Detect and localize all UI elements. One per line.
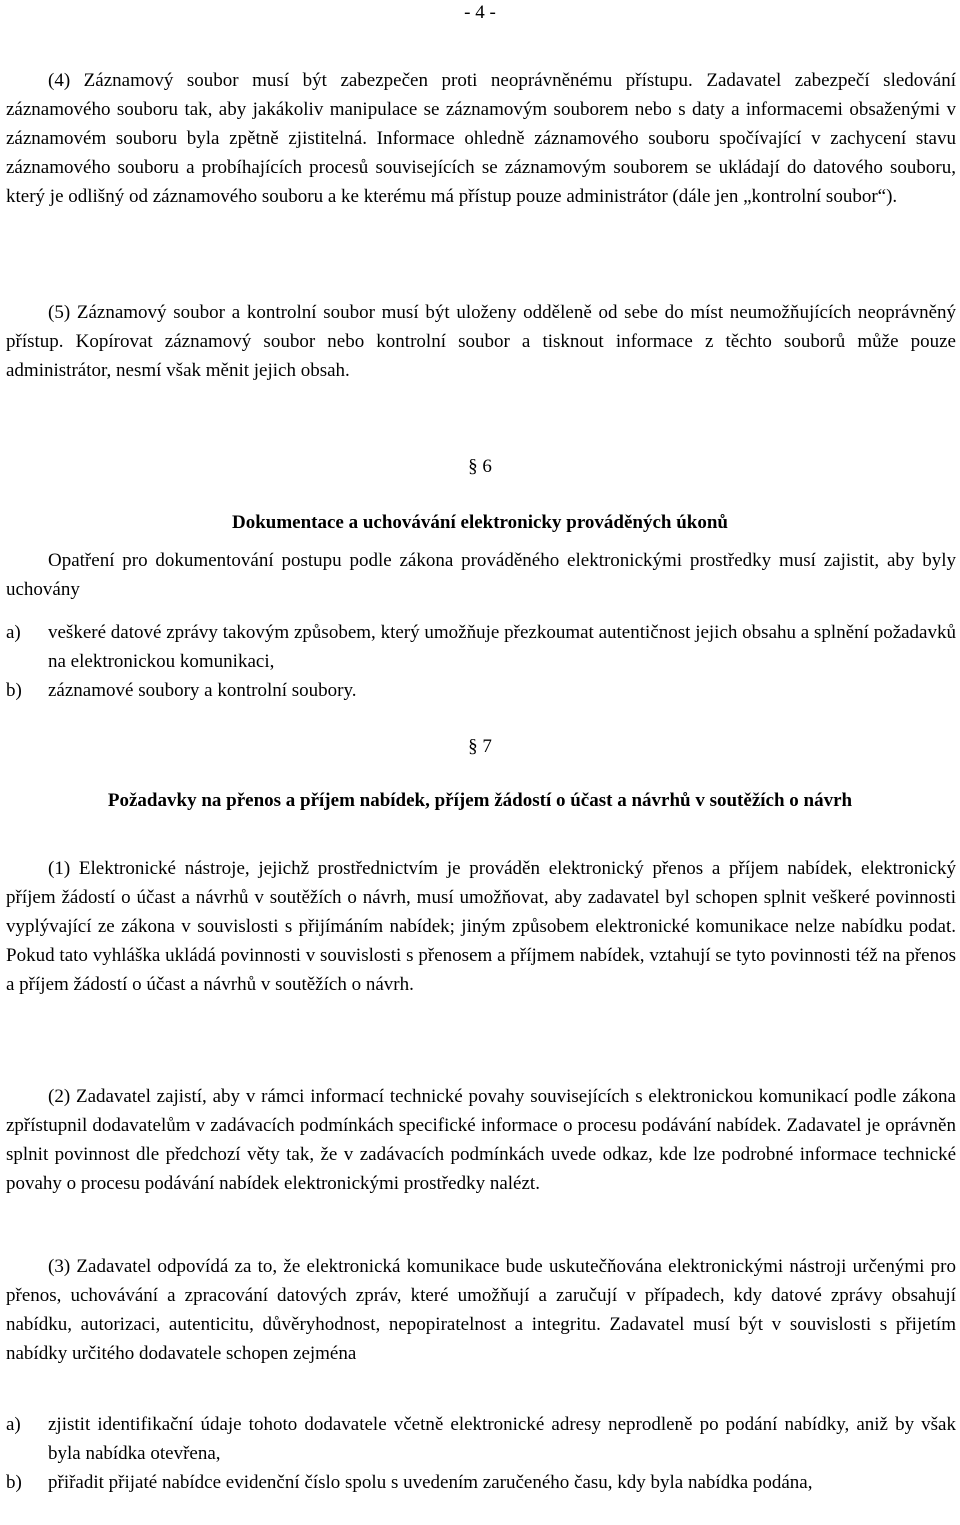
list-item-label: a) [6, 1414, 21, 1435]
section-7-title: Požadavky na přenos a příjem nabídek, příjem žádostí o účast a návrhů v soutěžích o návrh [107, 790, 853, 811]
paragraph-4 [6, 66, 956, 211]
section-6-intro: Opatření pro dokumentování postupu podle zákona prováděného elektronickými prostředky musí zajistit, aby byly uchovány [6, 550, 956, 600]
list-item [6, 1410, 956, 1468]
list-item-text: zjistit identifikační údaje tohoto dodavatele včetně elektronické adresy neprodleně po podání nabídky, aniž by však byla nabídka otevřena, [48, 1414, 956, 1464]
section-7-number: § 7 [468, 736, 492, 757]
paragraph-5 [6, 298, 956, 385]
list-item-text: záznamové soubory a kontrolní soubory. [48, 680, 357, 701]
list-item [6, 618, 956, 676]
paragraph-5-text: (5) Záznamový soubor a kontrolní soubor musí být uloženy odděleně od sebe do míst neumožňujících neoprávněný přístup. Kopírovat záznamový soubor nebo kontrolní soubor a tisknout informace z těchto souborů může pouze administrátor, nesmí však měnit jejich obsah. [6, 302, 956, 381]
list-item-text: přiřadit přijaté nabídce evidenční číslo spolu s uvedením zaručeného času, kdy byla nabídka podána, [48, 1472, 813, 1493]
list-item [6, 1468, 956, 1497]
section-7-paragraph-2 [6, 1082, 956, 1198]
section-6-list [6, 618, 956, 705]
list-item [6, 676, 956, 705]
list-item-label: b) [6, 680, 22, 701]
section-6-title: Dokumentace a uchovávání elektronicky prováděných úkonů [231, 512, 728, 533]
paragraph-4-text: (4) Záznamový soubor musí být zabezpečen proti neoprávněnému přístupu. Zadavatel zabezpečí sledování záznamového souboru tak, aby jakákoliv manipulace se záznamovým souborem nebo s daty a informacemi obsaženými v záznamovém souboru byla zpětně zjistitelná. Informace ohledně záznamového souboru spočívající v zachycení stavu záznamového souboru a probíhajících procesů souvisejících se záznamovým souborem se ukládají do datového souboru, který je odlišný od záznamového souboru a ke kterému má přístup pouze administrátor (dále jen „kontrolní soubor“). [6, 70, 956, 207]
section-7-paragraph-1 [6, 854, 956, 999]
list-item-text: veškeré datové zprávy takovým způsobem, který umožňuje přezkoumat autentičnost jejich obsahu a splnění požadavků na elektronickou komunikaci, [48, 622, 956, 672]
section-6-number: § 6 [468, 456, 492, 477]
section-7-paragraph-1-text: (1) Elektronické nástroje, jejichž prostřednictvím je prováděn elektronický přenos a příjem nabídek, elektronický příjem žádostí o účast a návrhů v soutěžích o návrh, musí umožňovat, aby zadavatel byl schopen splnit veškeré povinnosti vyplývající ze zákona v souvislosti s přijímáním nabídek; jiným způsobem elektronické komunikace nelze nabídku podat. Pokud tato vyhláška ukládá povinnosti v souvislosti s přenosem a příjmem nabídek, vztahují se tyto povinnosti též na přenos a příjem žádostí o účast a návrhů v soutěžích o návrh. [6, 858, 956, 995]
list-item-label: a) [6, 622, 21, 643]
section-7-paragraph-2-text: (2) Zadavatel zajistí, aby v rámci informací technické povahy souvisejících s elektronickou komunikací podle zákona zpřístupnil dodavatelům v zadávacích podmínkách specifické informace o procesu podávání nabídek. Zadavatel je oprávněn splnit povinnost dle předchozí věty tak, že v zadávacích podmínkách uvede odkaz, kde lze podrobné informace technické povahy o procesu podávání nabídek elektronickými prostředky nalézt. [6, 1086, 956, 1194]
section-6-body [6, 546, 956, 604]
section-7-paragraph-3 [6, 1252, 956, 1368]
section-7-paragraph-3-text: (3) Zadavatel odpovídá za to, že elektronická komunikace bude uskutečňována elektronickými nástroji určenými pro přenos, uchovávání a zpracování datových zpráv, které umožňují a zaručují v případech, kdy datové zprávy obsahují nabídku, autorizaci, autenticitu, důvěryhodnost, nepopiratelnost a integritu. Zadavatel musí být v souvislosti s přijetím nabídky určitého dodavatele schopen zejména [6, 1256, 956, 1364]
section-7-list [6, 1410, 956, 1497]
page-number: - 4 - [464, 2, 496, 23]
list-item-label: b) [6, 1472, 22, 1493]
